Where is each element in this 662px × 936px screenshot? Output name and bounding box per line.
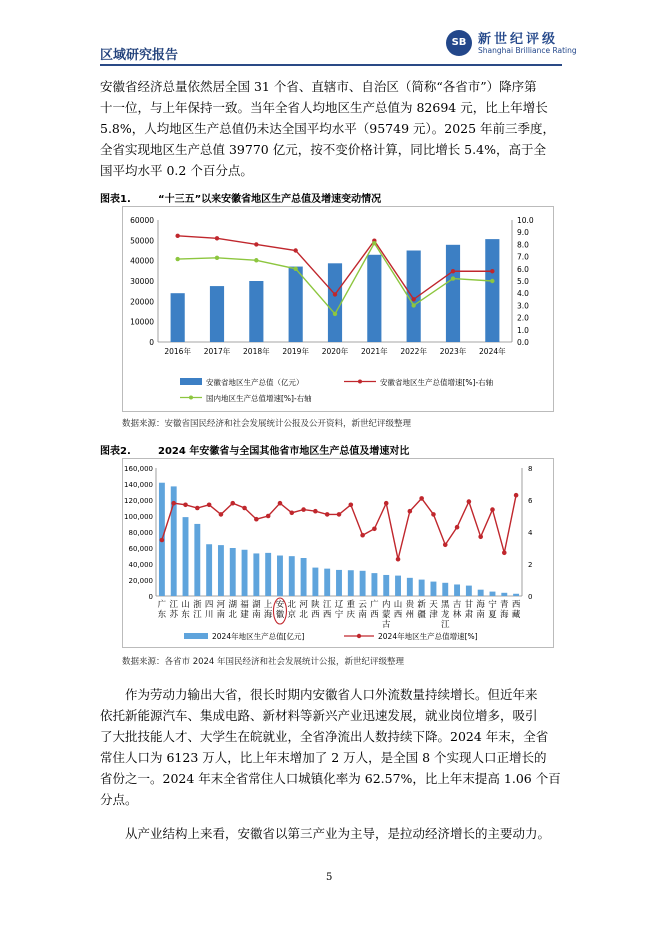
point-growth [254, 517, 259, 522]
text-line: 十一位，与上年保持一致。当年全省人均地区生产总值为 82694 元，比上年增长 [100, 100, 548, 115]
figure1-label: 图表1. [100, 194, 131, 205]
y-tick-label-right: 8 [528, 465, 533, 473]
bar-gdp-province [371, 573, 377, 596]
bar-gdp-province [383, 575, 389, 596]
x-tick-label-char: 南 [252, 610, 261, 620]
point-growth [372, 527, 377, 532]
y-tick-label-left: 30000 [130, 277, 154, 286]
y-tick-label-right: 8.0 [517, 240, 529, 250]
y-tick-label-right: 3.0 [517, 301, 529, 311]
point-growth [337, 512, 342, 517]
x-tick-label-char: 浙 [193, 600, 202, 610]
y-tick-label-right: 2 [528, 561, 533, 569]
bar-gdp [210, 286, 224, 342]
y-tick-label-left: 160,000 [124, 465, 153, 473]
text-line: 国平均水平 0.2 个百分点。 [100, 163, 253, 178]
x-tick-label-char: 龙 [441, 610, 450, 620]
y-tick-label-left: 100,000 [124, 513, 153, 521]
y-tick-label-left: 60,000 [128, 545, 153, 553]
y-tick-label-right: 0 [528, 593, 533, 601]
point-national-growth [293, 267, 297, 271]
x-tick-label-char: 江 [169, 600, 178, 610]
x-tick-label-char: 北 [299, 610, 308, 620]
point-anhui-growth [490, 269, 494, 273]
y-tick-label-left: 20000 [130, 297, 154, 307]
bar-gdp-province [289, 556, 295, 596]
y-tick-label-left: 10000 [130, 317, 154, 327]
figure2-title [100, 442, 409, 457]
point-growth [183, 503, 188, 508]
y-tick-label-left: 50000 [130, 236, 154, 246]
bar-gdp [485, 239, 499, 342]
point-growth [301, 507, 306, 512]
figure1-chart [122, 206, 554, 412]
point-national-growth [215, 256, 219, 260]
x-tick-label: 2017年 [203, 347, 231, 356]
bar-gdp-province [431, 582, 437, 596]
point-growth [195, 506, 200, 511]
x-tick-label-char: 东 [157, 610, 167, 620]
logo-chinese-name: 新世纪评级 [478, 32, 559, 47]
x-tick-label-char: 湖 [228, 600, 237, 610]
point-national-growth [451, 276, 455, 280]
point-growth [289, 511, 294, 516]
legend-swatch-bar [184, 633, 208, 639]
x-tick-label-char: 云 [358, 600, 367, 610]
point-growth [502, 551, 507, 556]
x-tick-label-char: 西 [311, 610, 320, 620]
paragraph-economy [100, 76, 562, 181]
x-tick-label-char: 海 [500, 610, 509, 620]
x-tick-label-char: 青 [500, 600, 509, 610]
point-growth [490, 507, 495, 512]
x-tick-label: 2022年 [400, 347, 427, 356]
bar-gdp-province [407, 578, 413, 596]
x-tick-label-char: 林 [452, 610, 462, 620]
legend-label-national-growth: 国内地区生产总值增速[%]-右轴 [206, 394, 312, 403]
y-tick-label-right: 6 [528, 497, 533, 505]
point-growth [325, 512, 330, 517]
y-tick-label-left: 0 [149, 338, 154, 347]
bar-gdp-province [218, 545, 224, 596]
x-tick-label-char: 新 [417, 600, 426, 610]
y-tick-label-left: 20,000 [128, 577, 153, 585]
text-line: 常住人口为 6123 万人，比上年末增加了 2 万人，是全国 8 个实现人口正增长的 [100, 750, 547, 765]
bar-gdp-province [206, 544, 212, 596]
point-anhui-growth [451, 269, 455, 273]
figure2-chart [122, 458, 554, 648]
x-tick-label-char: 藏 [511, 610, 521, 620]
point-growth [443, 543, 448, 548]
x-tick-label-char: 庆 [346, 610, 356, 620]
legend-label-gdp: 安徽省地区生产总值（亿元） [206, 378, 304, 387]
x-tick-label: 2019年 [282, 347, 309, 356]
bar-gdp-province [324, 569, 330, 596]
point-growth [467, 499, 472, 504]
legend-label-gdp: 2024年地区生产总值[亿元] [212, 632, 305, 641]
point-growth [219, 512, 224, 517]
x-tick-label-char: 上 [263, 600, 273, 610]
legend-marker [189, 396, 193, 400]
bar-gdp-province [336, 570, 342, 596]
x-tick-label-char: 安 [275, 600, 285, 610]
x-tick-label: 2018年 [243, 347, 270, 356]
x-tick-label-char: 山 [393, 600, 403, 610]
figure2-label: 图表2. [100, 446, 131, 457]
x-tick-label: 2021年 [361, 347, 388, 356]
x-tick-label-char: 甘 [464, 600, 474, 610]
legend-label-anhui-growth: 安徽省地区生产总值增速[%]-右轴 [380, 378, 494, 387]
x-tick-label-char: 津 [429, 610, 438, 620]
logo-icon: SB [446, 30, 472, 56]
legend-swatch-bar [180, 378, 202, 385]
page-number: 5 [326, 872, 333, 883]
point-anhui-growth [175, 234, 179, 238]
y-tick-label-right: 6.0 [517, 264, 529, 274]
point-growth [408, 509, 413, 514]
bar-gdp-province [348, 570, 354, 596]
x-tick-label-char: 蒙 [381, 610, 391, 620]
point-growth [384, 501, 389, 506]
x-tick-label-char: 重 [346, 600, 356, 610]
paragraph-industry: 从产业结构上来看，安徽省以第三产业为主导，是拉动经济增长的主要动力。 [125, 826, 551, 841]
point-growth [349, 503, 354, 508]
point-growth [171, 501, 176, 506]
x-tick-label-char: 江 [193, 610, 202, 620]
y-tick-label-left: 60000 [130, 216, 154, 225]
bar-gdp [328, 263, 342, 342]
report-section-title: 区域研究报告 [100, 48, 179, 63]
bar-gdp-province [230, 548, 236, 596]
point-national-growth [490, 279, 494, 283]
point-anhui-growth [293, 248, 297, 252]
y-tick-label-right: 10.0 [517, 216, 534, 225]
x-tick-label-char: 苏 [169, 610, 178, 620]
figure2-caption: 2024 年安徽省与全国其他省市地区生产总值及增速对比 [158, 446, 410, 457]
x-tick-label-char: 南 [358, 610, 367, 620]
bar-gdp-province [490, 592, 496, 596]
x-tick-label-char: 宁 [334, 610, 344, 620]
legend-marker [357, 634, 361, 638]
point-growth [431, 512, 436, 517]
y-tick-label-left: 80,000 [128, 529, 153, 537]
text-line: 作为劳动力输出大省，很长时期内安徽省人口外流数量持续增长。但近年来 [125, 687, 538, 702]
point-national-growth [372, 241, 376, 245]
x-tick-label-char: 河 [216, 600, 226, 610]
x-tick-label-char: 辽 [334, 600, 344, 610]
x-tick-label: 2024年 [479, 347, 506, 356]
x-tick-label-char: 徽 [275, 610, 285, 620]
y-tick-label-right: 7.0 [517, 252, 529, 262]
point-growth [230, 501, 235, 506]
x-tick-label-char: 古 [381, 620, 391, 630]
y-tick-label-right: 4 [528, 529, 533, 537]
point-anhui-growth [215, 236, 219, 240]
x-tick-label-char: 内 [381, 600, 391, 610]
x-tick-label-char: 南 [216, 610, 226, 620]
legend-label-growth: 2024年地区生产总值增速[%] [378, 632, 478, 641]
bar-gdp-province [466, 586, 472, 596]
x-tick-label-char: 夏 [488, 610, 497, 620]
point-national-growth [254, 258, 258, 262]
paragraph-population [100, 684, 562, 810]
x-tick-label-char: 宁 [488, 600, 497, 610]
x-tick-label-char: 江 [322, 600, 332, 610]
x-tick-label-char: 川 [204, 610, 214, 620]
bar-gdp-province [265, 553, 271, 596]
figure2-source: 数据来源：各省市 2024 年国民经济和社会发展统计公报，新世纪评级整理 [122, 657, 405, 667]
bar-gdp-province [360, 571, 366, 596]
bar-gdp [367, 255, 381, 342]
bar-gdp-province [442, 583, 448, 596]
x-tick-label-char: 贵 [405, 600, 415, 610]
text-line: 分点。 [100, 792, 138, 807]
x-tick-label-char: 北 [287, 600, 297, 610]
text-line: 依托新能源汽车、集成电路、新材料等新兴产业迅速发展，就业岗位增多，吸引 [100, 708, 538, 723]
bar-gdp-province [513, 594, 519, 596]
bar-gdp-province [301, 558, 307, 596]
x-tick-label-char: 河 [299, 600, 308, 610]
x-tick-label-char: 广 [157, 600, 167, 610]
bar-gdp-province [419, 580, 425, 596]
x-tick-label-char: 西 [511, 600, 521, 610]
point-anhui-growth [411, 297, 415, 301]
point-growth [360, 533, 365, 538]
y-tick-label-right: 0.0 [517, 338, 529, 347]
bar-gdp-province [478, 590, 484, 596]
y-tick-label-left: 140,000 [124, 481, 153, 489]
bar-gdp [289, 267, 303, 342]
y-tick-label-left: 0 [148, 593, 153, 601]
x-tick-label-char: 南 [476, 610, 485, 620]
x-tick-label-char: 州 [405, 610, 415, 620]
x-tick-label-char: 陕 [311, 600, 320, 610]
x-tick-label: 2020年 [321, 347, 349, 356]
y-tick-label-left: 40,000 [128, 561, 153, 569]
x-tick-label-char: 海 [476, 600, 485, 610]
x-tick-label-char: 疆 [417, 610, 426, 620]
bar-gdp-province [454, 584, 460, 596]
point-national-growth [333, 312, 337, 316]
figure1-title [100, 190, 381, 205]
y-tick-label-right: 9.0 [517, 228, 529, 238]
x-tick-label-char: 湖 [252, 600, 261, 610]
point-growth [478, 535, 483, 540]
text-line: 安徽省经济总量依然居全国 31 个省、直辖市、自治区（简称“各省市”）降序第 [100, 79, 537, 94]
legend-marker [358, 380, 362, 384]
text-line: 省份之一。2024 年末全省常住人口城镇化率为 62.57%，比上年末提高 1.06 个百 [100, 771, 561, 786]
bar-gdp-province [395, 576, 401, 596]
x-tick-label-char: 山 [181, 600, 190, 610]
text-line: 5.8%，人均地区生产总值仍未达全国平均水平（95749 元）。2025 年前三季度， [100, 121, 556, 136]
y-tick-label-left: 120,000 [124, 497, 153, 505]
point-growth [514, 493, 519, 498]
point-anhui-growth [333, 292, 337, 296]
x-tick-label-char: 西 [393, 610, 403, 620]
x-tick-label-char: 肃 [464, 610, 474, 620]
x-tick-label-char: 吉 [452, 600, 462, 610]
point-growth [278, 501, 283, 506]
logo-english-name: Shanghai Brilliance Rating [478, 46, 577, 55]
point-national-growth [175, 257, 179, 261]
bar-gdp-province [183, 517, 189, 596]
point-growth [419, 496, 424, 501]
x-tick-label-char: 海 [263, 610, 273, 620]
x-tick-label-char: 建 [240, 610, 249, 620]
bar-gdp [446, 245, 460, 342]
text-line: 全省实现地区生产总值 39770 亿元，按不变价格计算，同比增长 5.4%，高于全 [100, 142, 546, 157]
x-tick-label-char: 黑 [441, 600, 450, 610]
x-tick-label-char: 广 [370, 600, 379, 610]
y-tick-label-right: 2.0 [517, 313, 529, 323]
point-anhui-growth [254, 242, 258, 246]
point-growth [396, 557, 401, 562]
point-growth [266, 514, 271, 519]
header-divider [100, 64, 562, 66]
x-tick-label-char: 西 [370, 610, 379, 620]
x-tick-label-char: 四 [204, 600, 214, 610]
y-tick-label-left: 40000 [130, 256, 154, 266]
x-tick-label-char: 江 [441, 620, 450, 630]
bar-gdp-province [277, 556, 283, 596]
bar-gdp-province [194, 524, 200, 596]
point-growth [242, 506, 247, 511]
figure1-caption: “十三五”以来安徽省地区生产总值及增速变动情况 [158, 194, 382, 205]
bar-gdp [249, 281, 263, 342]
x-tick-label-char: 东 [181, 610, 190, 620]
x-tick-label: 2016年 [164, 347, 191, 356]
figure1-source: 数据来源：安徽省国民经济和社会发展统计公报及公开资料，新世纪评级整理 [122, 419, 412, 429]
bar-gdp-province [253, 553, 259, 596]
point-growth [207, 503, 212, 508]
y-tick-label-right: 5.0 [517, 277, 529, 286]
point-growth [313, 509, 318, 514]
bar-gdp-province [242, 550, 248, 596]
x-tick-label-char: 京 [287, 610, 297, 620]
point-growth [160, 538, 165, 543]
x-tick-label-char: 北 [228, 610, 237, 620]
bar-gdp-province [501, 593, 507, 596]
x-tick-label-char: 西 [322, 610, 332, 620]
y-tick-label-right: 1.0 [517, 325, 529, 335]
text-line: 了大批技能人才、大学生在皖就业，全省净流出人数持续下降。2024 年末，全省 [100, 729, 549, 744]
x-tick-label: 2023年 [439, 347, 467, 356]
x-tick-label-char: 福 [240, 600, 249, 610]
bar-gdp [171, 293, 185, 342]
point-national-growth [411, 303, 415, 307]
y-tick-label-right: 4.0 [517, 289, 529, 299]
point-growth [455, 525, 460, 530]
x-tick-label-char: 天 [429, 600, 438, 610]
bar-gdp-province [312, 568, 318, 596]
